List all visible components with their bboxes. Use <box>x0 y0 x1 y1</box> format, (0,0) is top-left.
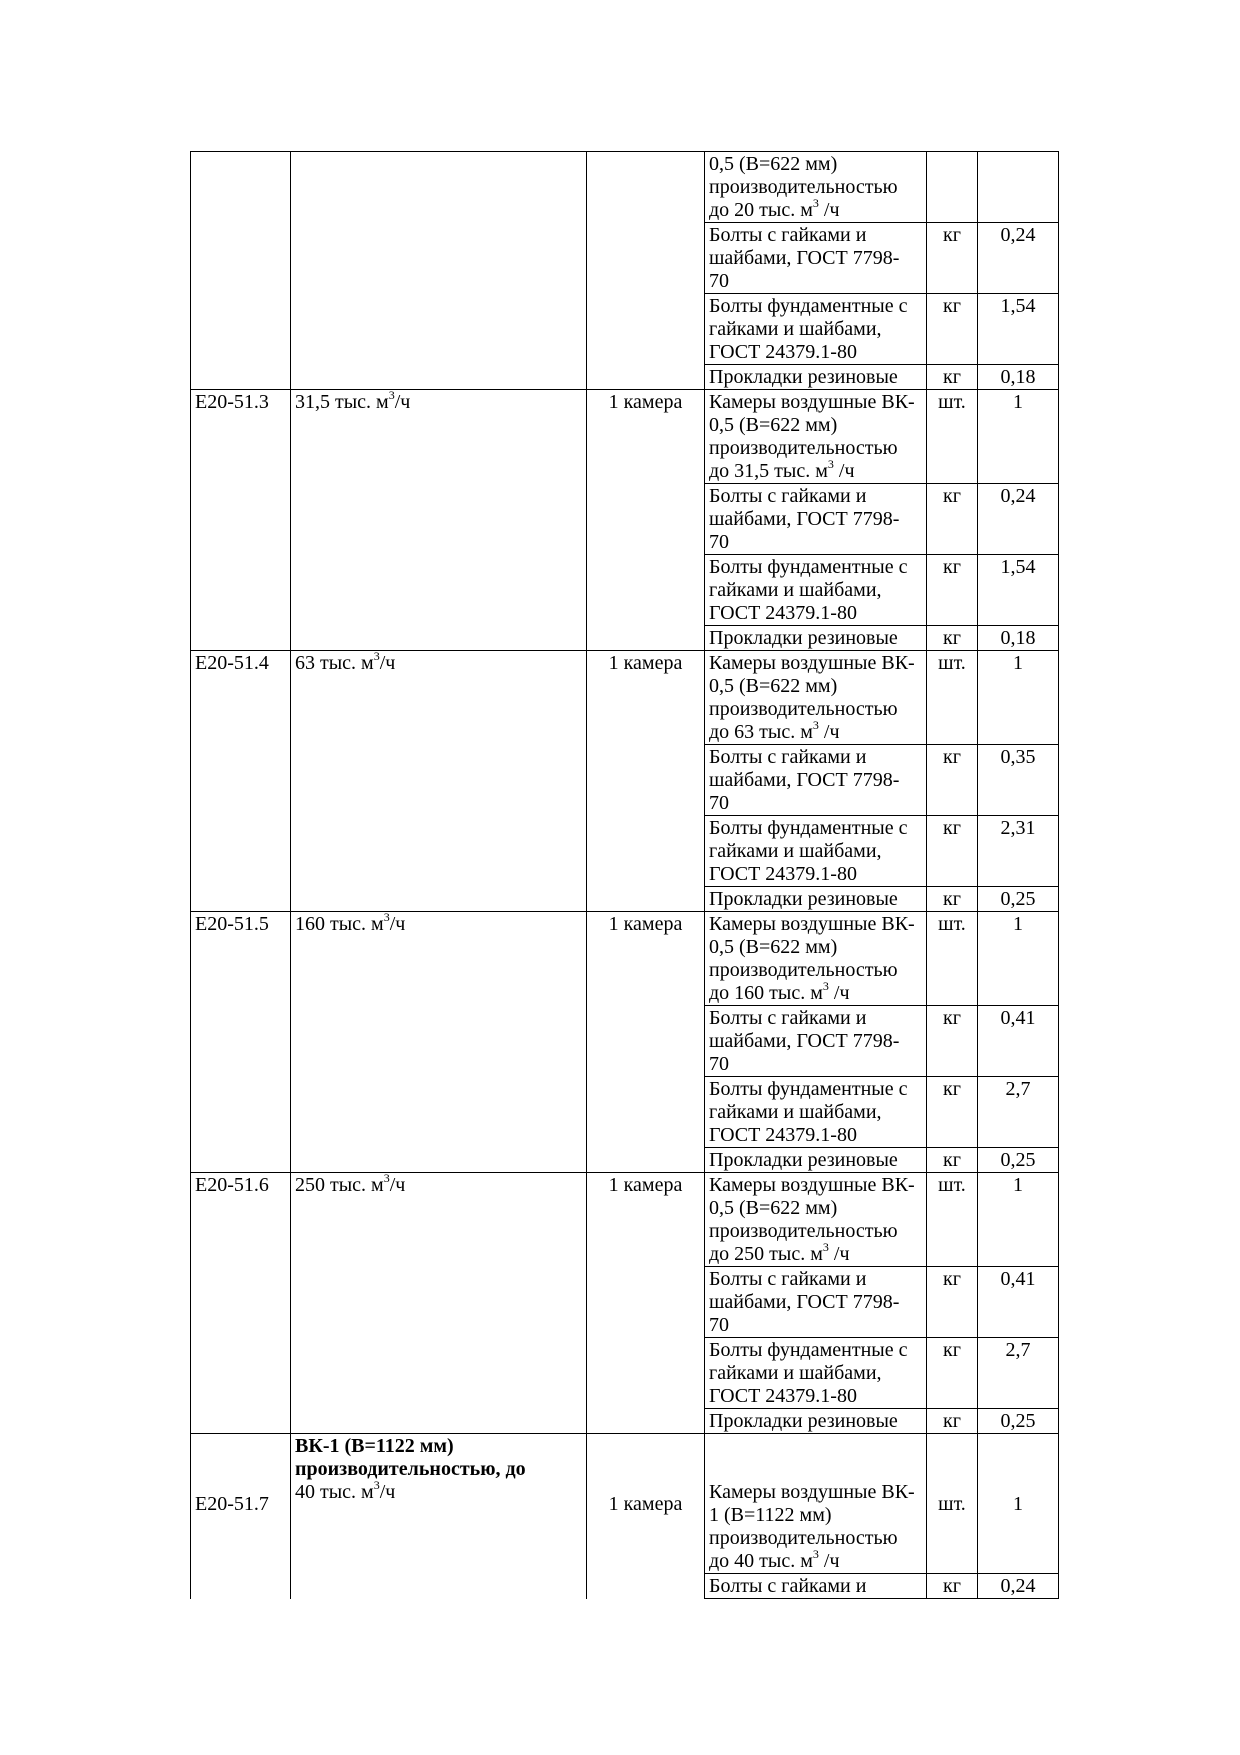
empty-cell <box>291 1006 587 1077</box>
empty-cell <box>191 1338 291 1409</box>
material-cell: Болты фундаментные с гайками и шайбами, ГОСТ 24379.1-80 <box>705 555 927 626</box>
table-row <box>191 745 1059 816</box>
norm-meter: 1 камера <box>587 651 705 745</box>
unit-cell: кг <box>927 1267 978 1338</box>
unit-cell: кг <box>927 1006 978 1077</box>
material-cell: Болты фундаментные с гайками и шайбами, ГОСТ 24379.1-80 <box>705 1338 927 1409</box>
value-cell: 2,7 <box>978 1077 1059 1148</box>
empty-cell <box>191 745 291 816</box>
value-cell: 1,54 <box>978 294 1059 365</box>
material-cell: Камеры воздушные ВК- 0,5 (В=622 мм) производительностью до 31,5 тыс. $м^3$ /ч <box>705 390 927 484</box>
empty-cell <box>587 365 705 390</box>
empty-cell <box>587 1338 705 1409</box>
empty-cell <box>291 223 587 294</box>
table-row <box>191 1173 1059 1267</box>
norm-code: Е20-51.6 <box>191 1173 291 1267</box>
value-cell: 0,35 <box>978 745 1059 816</box>
empty-cell <box>191 1077 291 1148</box>
table-row <box>191 651 1059 745</box>
empty-cell <box>191 1409 291 1434</box>
norm-meter: 1 камера <box>587 1434 705 1574</box>
value-cell: 0,18 <box>978 626 1059 651</box>
empty-cell <box>587 484 705 555</box>
empty-cell <box>291 1267 587 1338</box>
empty-cell <box>291 1574 587 1599</box>
superscript: 3 <box>812 196 819 210</box>
empty-cell <box>587 626 705 651</box>
empty-cell <box>191 1148 291 1173</box>
unit-cell <box>927 152 978 223</box>
value-cell: 1 <box>978 390 1059 484</box>
empty-cell <box>191 365 291 390</box>
table-row <box>191 1077 1059 1148</box>
norm-code: Е20-51.4 <box>191 651 291 745</box>
empty-cell <box>291 152 587 223</box>
norm-name: 31,5 тыс. $м^3/ч$ <box>291 390 587 484</box>
empty-cell <box>191 294 291 365</box>
empty-cell <box>587 745 705 816</box>
superscript: 3 <box>827 457 834 471</box>
empty-cell <box>587 1006 705 1077</box>
unit-cell: кг <box>927 294 978 365</box>
superscript: 3 <box>373 650 380 663</box>
empty-cell <box>587 1267 705 1338</box>
empty-cell <box>191 1006 291 1077</box>
unit-cell: кг <box>927 816 978 887</box>
superscript: 3 <box>822 1240 829 1254</box>
unit-cell: кг <box>927 1148 978 1173</box>
empty-cell <box>191 555 291 626</box>
empty-cell <box>587 1148 705 1173</box>
norm-code: Е20-51.5 <box>191 912 291 1006</box>
value-cell: 2,31 <box>978 816 1059 887</box>
material-cell: Камеры воздушные ВК- 0,5 (В=622 мм) производительностью до 160 тыс. $м^3$ /ч <box>705 912 927 1006</box>
empty-cell <box>291 294 587 365</box>
table-row <box>191 1409 1059 1434</box>
value-cell: 1 <box>978 1173 1059 1267</box>
material-cell: Болты фундаментные с гайками и шайбами, ГОСТ 24379.1-80 <box>705 294 927 365</box>
empty-cell <box>587 223 705 294</box>
table-row <box>191 555 1059 626</box>
value-cell: 0,24 <box>978 1574 1059 1599</box>
unit-cell: кг <box>927 1338 978 1409</box>
superscript: 3 <box>822 979 829 993</box>
empty-cell <box>191 816 291 887</box>
superscript: 3 <box>383 1172 390 1185</box>
empty-cell <box>191 626 291 651</box>
empty-cell <box>587 1409 705 1434</box>
value-cell: 1 <box>978 912 1059 1006</box>
material-cell: Болты с гайками и шайбами, ГОСТ 7798- 70 <box>705 1267 927 1338</box>
empty-cell <box>587 1077 705 1148</box>
empty-cell <box>191 1267 291 1338</box>
table-row <box>191 626 1059 651</box>
unit-cell: шт. <box>927 390 978 484</box>
value-cell: 0,24 <box>978 223 1059 294</box>
norms-table-body <box>191 152 1059 1599</box>
material-cell: Камеры воздушные ВК- 0,5 (В=622 мм) производительностью до 63 тыс. $м^3$ /ч <box>705 651 927 745</box>
empty-cell <box>291 555 587 626</box>
empty-cell <box>291 887 587 912</box>
unit-cell: кг <box>927 1077 978 1148</box>
table-row <box>191 1267 1059 1338</box>
norms-table <box>190 151 1059 1599</box>
table-row <box>191 887 1059 912</box>
value-cell: 0,41 <box>978 1267 1059 1338</box>
table-row <box>191 816 1059 887</box>
value-cell: 1,54 <box>978 555 1059 626</box>
unit-cell: кг <box>927 1574 978 1599</box>
norm-name: 63 тыс. $м^3/ч$ <box>291 651 587 745</box>
value-cell: 2,7 <box>978 1338 1059 1409</box>
superscript: 3 <box>812 718 819 732</box>
material-cell: Прокладки резиновые <box>705 1409 927 1434</box>
value-cell: 0,25 <box>978 1409 1059 1434</box>
norm-name: 250 тыс. $м^3/ч$ <box>291 1173 587 1267</box>
material-cell: Прокладки резиновые <box>705 1148 927 1173</box>
empty-cell <box>291 745 587 816</box>
table-row <box>191 294 1059 365</box>
table-row <box>191 1148 1059 1173</box>
value-cell: 1 <box>978 1434 1059 1574</box>
empty-cell <box>191 484 291 555</box>
empty-cell <box>291 1338 587 1409</box>
superscript: 3 <box>373 1478 380 1492</box>
norm-name: 160 тыс. $м^3/ч$ <box>291 912 587 1006</box>
empty-cell <box>587 816 705 887</box>
unit-cell: кг <box>927 745 978 816</box>
value-cell: 0,41 <box>978 1006 1059 1077</box>
norm-meter: 1 камера <box>587 1173 705 1267</box>
table-row <box>191 1434 1059 1574</box>
material-cell: Болты с гайками и шайбами, ГОСТ 7798- 70 <box>705 223 927 294</box>
unit-cell: кг <box>927 887 978 912</box>
material-cell: Камеры воздушные ВК- 1 (В=1122 мм) производительностью до 40 тыс. $м^3$ /ч <box>705 1434 927 1574</box>
empty-cell <box>291 484 587 555</box>
material-cell: Прокладки резиновые <box>705 887 927 912</box>
empty-cell <box>291 1148 587 1173</box>
norm-heading: ВК-1 (В=1122 мм) производительностью, до <box>295 1435 526 1480</box>
unit-cell: кг <box>927 223 978 294</box>
table-row <box>191 390 1059 484</box>
superscript: 3 <box>388 389 395 402</box>
empty-cell <box>191 152 291 223</box>
material-cell: 0,5 (В=622 мм) производительностью до 20 тыс. $м^3$ /ч <box>705 152 927 223</box>
empty-cell <box>291 365 587 390</box>
unit-cell: кг <box>927 626 978 651</box>
value-cell: 0,25 <box>978 1148 1059 1173</box>
empty-cell <box>191 887 291 912</box>
norm-code: Е20-51.7 <box>191 1434 291 1574</box>
unit-cell: кг <box>927 484 978 555</box>
material-cell: Камеры воздушные ВК- 0,5 (В=622 мм) производительностью до 250 тыс. $м^3$ /ч <box>705 1173 927 1267</box>
value-cell: 1 <box>978 651 1059 745</box>
table-row <box>191 484 1059 555</box>
table-row <box>191 1006 1059 1077</box>
unit-cell: шт. <box>927 1434 978 1574</box>
empty-cell <box>587 152 705 223</box>
empty-cell <box>191 223 291 294</box>
table-row <box>191 1338 1059 1409</box>
empty-cell <box>587 294 705 365</box>
material-cell: Болты фундаментные с гайками и шайбами, ГОСТ 24379.1-80 <box>705 1077 927 1148</box>
superscript: 3 <box>812 1547 819 1561</box>
empty-cell <box>291 626 587 651</box>
empty-cell <box>587 1574 705 1599</box>
material-cell: Болты с гайками и шайбами, ГОСТ 7798- 70 <box>705 745 927 816</box>
material-cell: Болты с гайками и <box>705 1574 927 1599</box>
empty-cell <box>291 1077 587 1148</box>
unit-cell: шт. <box>927 1173 978 1267</box>
unit-cell: кг <box>927 365 978 390</box>
table-row <box>191 223 1059 294</box>
unit-cell: шт. <box>927 912 978 1006</box>
value-cell: 0,24 <box>978 484 1059 555</box>
norm-meter: 1 камера <box>587 912 705 1006</box>
unit-cell: кг <box>927 1409 978 1434</box>
material-cell: Прокладки резиновые <box>705 365 927 390</box>
value-cell: 0,18 <box>978 365 1059 390</box>
norm-name: ВК-1 (В=1122 мм) производительностью, до 40 тыс. $м^3/ч$ <box>291 1434 587 1574</box>
table-row <box>191 365 1059 390</box>
unit-cell: кг <box>927 555 978 626</box>
superscript: 3 <box>383 911 390 924</box>
material-cell: Болты фундаментные с гайками и шайбами, ГОСТ 24379.1-80 <box>705 816 927 887</box>
empty-cell <box>291 1409 587 1434</box>
unit-cell: шт. <box>927 651 978 745</box>
value-cell: 0,25 <box>978 887 1059 912</box>
empty-cell <box>291 816 587 887</box>
material-cell: Болты с гайками и шайбами, ГОСТ 7798- 70 <box>705 484 927 555</box>
table-row <box>191 1574 1059 1599</box>
value-cell <box>978 152 1059 223</box>
material-cell: Болты с гайками и шайбами, ГОСТ 7798- 70 <box>705 1006 927 1077</box>
empty-cell <box>587 887 705 912</box>
table-row <box>191 152 1059 223</box>
empty-cell <box>587 555 705 626</box>
empty-cell <box>191 1574 291 1599</box>
table-row <box>191 912 1059 1006</box>
norm-meter: 1 камера <box>587 390 705 484</box>
norm-code: Е20-51.3 <box>191 390 291 484</box>
material-cell: Прокладки резиновые <box>705 626 927 651</box>
